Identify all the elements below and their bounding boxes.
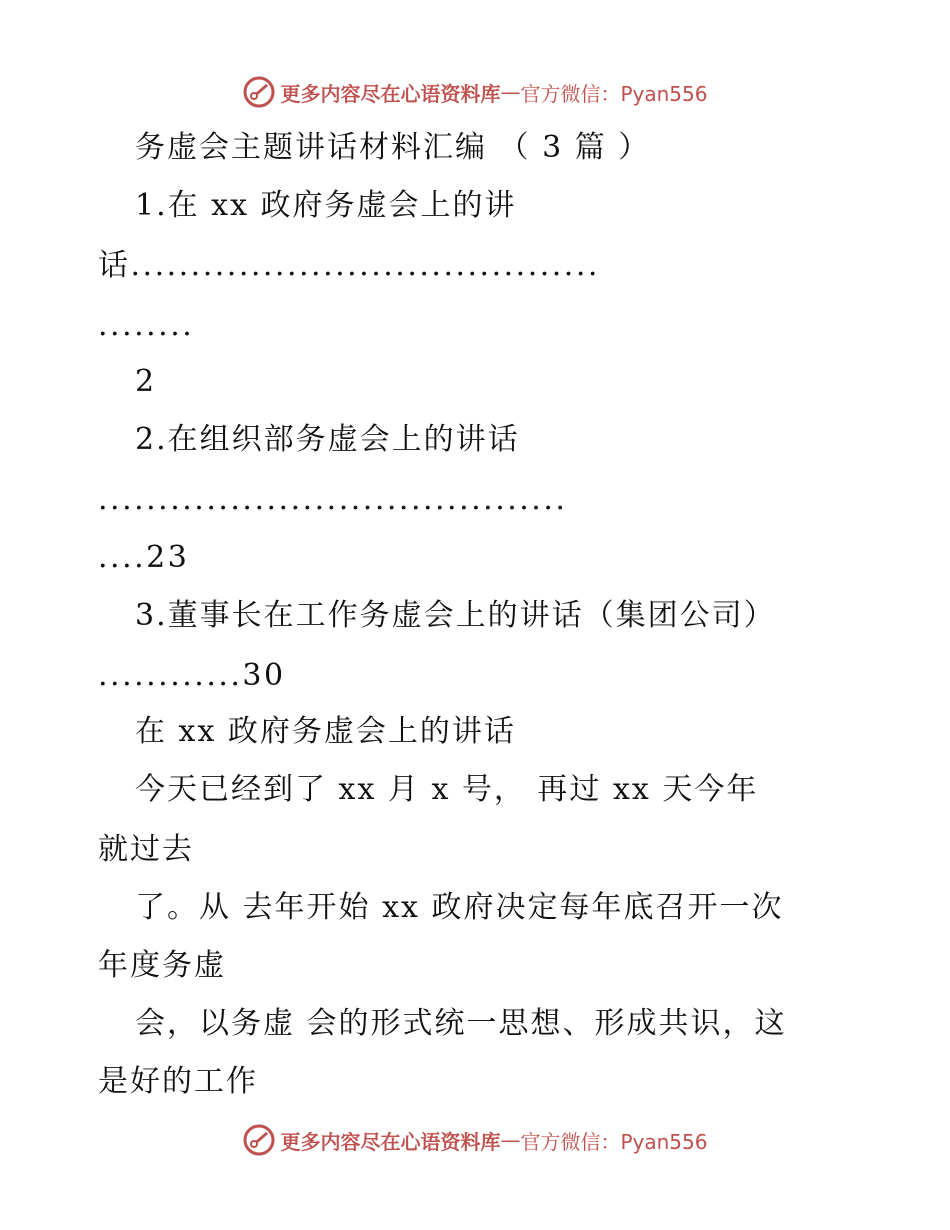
banner-text: 更多内容尽在心语资料库 [280,1129,501,1154]
paragraph-line: 今天已经到了 xx 月 x 号， 再过 xx 天今年 [135,772,759,807]
banner-separator: — [500,1128,521,1152]
toc-entry-2-line1: 2.在组织部务虚会上的讲话 [135,422,520,457]
banner-account: 官方微信：Pyan556 [520,1129,708,1154]
brand-logo-icon [242,1123,276,1157]
toc-entry-1-line3: ........ [98,308,195,343]
paragraph-line: 了。从 去年开始 xx 政府决定每年底召开一次 [135,890,784,925]
brand-logo-icon [242,75,276,109]
toc-entry-1-line2: 话....................................... [98,248,600,283]
banner-account: 官方微信：Pyan556 [520,81,708,106]
paragraph-line: 就过去 [98,832,194,867]
header-banner [0,72,950,112]
toc-entry-3-line2: ............30 [98,658,286,693]
paragraph-line: 会，以务虚 会的形式统一思想、形成共识，这 [135,1006,787,1041]
banner-separator: — [500,80,521,104]
toc-entry-1-page: 2 [135,364,157,399]
toc-entry-2-line2: ....................................... [98,482,568,517]
paragraph-line: 年度务虚 [98,948,226,983]
document-title: 务虚会主题讲话材料汇编 （ 3 篇 ） [135,130,651,165]
section-title: 在 xx 政府务虚会上的讲话 [135,714,516,749]
toc-entry-3-line1: 3.董事长在工作务虚会上的讲话（集团公司） [135,598,776,633]
toc-entry-1-line1: 1.在 xx 政府务虚会上的讲 [135,188,517,223]
paragraph-line: 是好的工作 [98,1064,258,1099]
toc-entry-2-line3: ....23 [98,540,190,575]
footer-banner [0,1120,950,1160]
banner-text: 更多内容尽在心语资料库 [280,81,501,106]
